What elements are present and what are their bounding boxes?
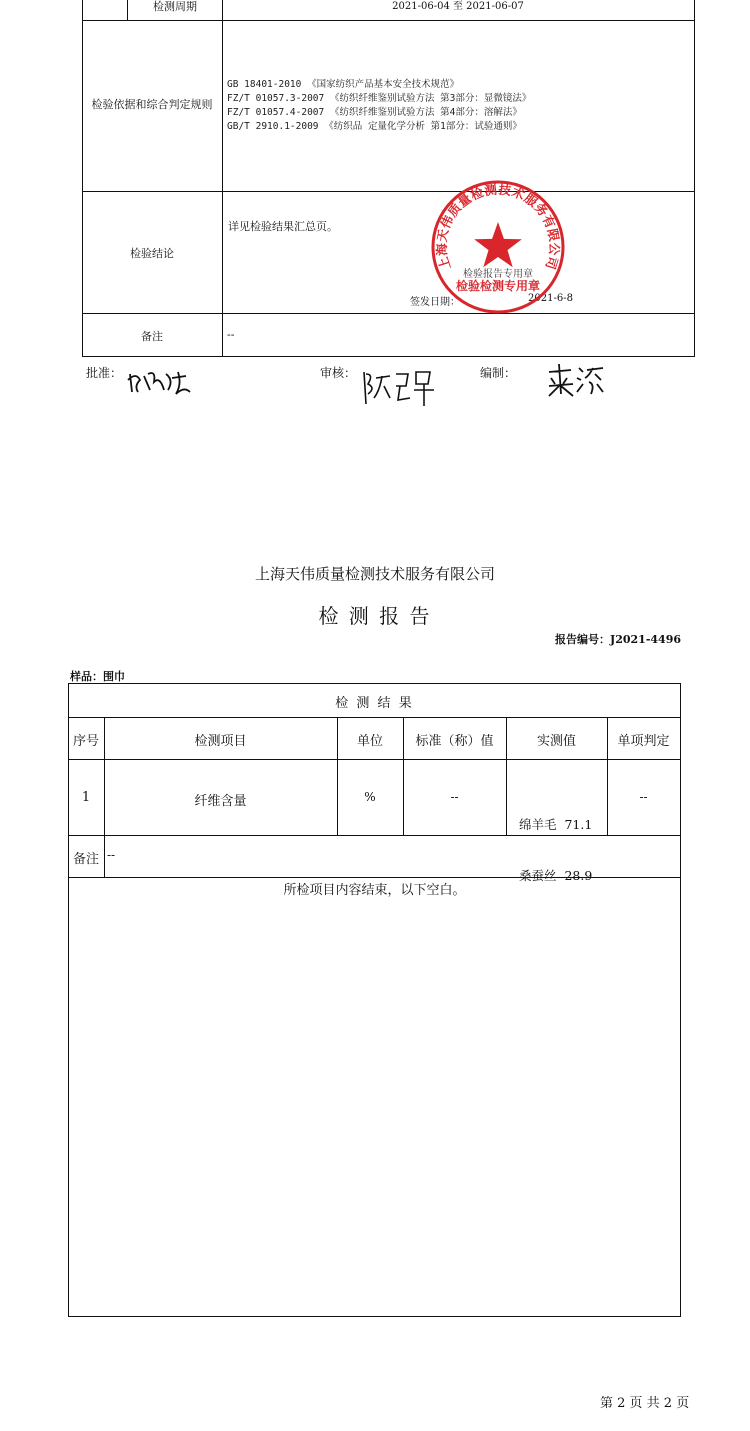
sample-name: 样品：围巾 xyxy=(70,670,125,683)
company-seal xyxy=(428,177,568,317)
remark-label: 备注 xyxy=(141,330,163,343)
header-no: 序号 xyxy=(72,734,99,749)
conclusion-text: 详见检验结果汇总页。 xyxy=(228,220,338,233)
header-measured: 实测值 xyxy=(536,734,576,749)
remark-value-2: -- xyxy=(107,848,116,862)
measured-wool: 绵羊毛 71.1 xyxy=(519,817,593,832)
review-signature xyxy=(360,364,440,408)
header-standard: 标准（称）值 xyxy=(415,734,494,749)
basis-lines xyxy=(227,78,531,134)
results-title: 检 测 结 果 xyxy=(335,696,414,711)
basis-line: FZ/T 01057.4-2007 《纺织纤维鉴别试验方法 第4部分：溶解法》 xyxy=(227,107,522,118)
basis-line: FZ/T 01057.3-2007 《纺织纤维鉴别试验方法 第3部分：显微镜法》 xyxy=(227,93,532,104)
report-number: 报告编号：J2021-4496 xyxy=(555,633,682,646)
compile-signature xyxy=(545,362,609,398)
period-value: 2021-06-04 至 2021-06-07 xyxy=(392,1,524,12)
period-label: 检测周期 xyxy=(153,0,197,13)
company-name: 上海天伟质量检测技术服务有限公司 xyxy=(254,565,495,583)
review-label: 审核： xyxy=(320,366,357,380)
row-item: 纤维含量 xyxy=(194,794,247,809)
header-judgement: 单项判定 xyxy=(617,734,670,749)
page-footer: 第 2 页 共 2 页 xyxy=(600,1396,690,1411)
row-unit: % xyxy=(364,790,376,804)
end-of-content: 所检项目内容结束，以下空白。 xyxy=(283,883,466,898)
approve-label: 批准： xyxy=(86,366,123,380)
header-unit: 单位 xyxy=(356,734,383,749)
approve-signature xyxy=(126,366,196,398)
basis-line: GB 18401-2010 《国家纺织产品基本安全技术规范》 xyxy=(227,79,460,90)
seal-company-text: 上海天伟质量检测技术服务有限公司 xyxy=(433,181,563,272)
conclusion-label: 检验结论 xyxy=(130,247,174,260)
remark-label-2: 备注 xyxy=(72,852,99,867)
measured-silk: 桑蚕丝 28.9 xyxy=(519,868,593,883)
issue-label: 签发日期： xyxy=(410,297,460,308)
remark-value: -- xyxy=(227,328,235,341)
header-item: 检测项目 xyxy=(194,734,247,749)
issue-date: 2021-6-8 xyxy=(528,293,573,304)
row-judgement: -- xyxy=(639,790,648,804)
seal-name: 检验检测专用章 xyxy=(455,279,541,293)
row-standard: -- xyxy=(450,790,459,804)
star-icon xyxy=(474,222,522,267)
report-title: 检 测 报 告 xyxy=(318,604,432,628)
seal-printed-label: 检验报告专用章 xyxy=(463,269,533,280)
basis-line: GB/T 2910.1-2009 《纺织品 定量化学分析 第1部分：试验通则》 xyxy=(227,121,522,132)
basis-label: 检验依据和综合判定规则 xyxy=(91,98,213,111)
compile-label: 编制： xyxy=(480,366,517,380)
row-no: 1 xyxy=(81,790,91,805)
